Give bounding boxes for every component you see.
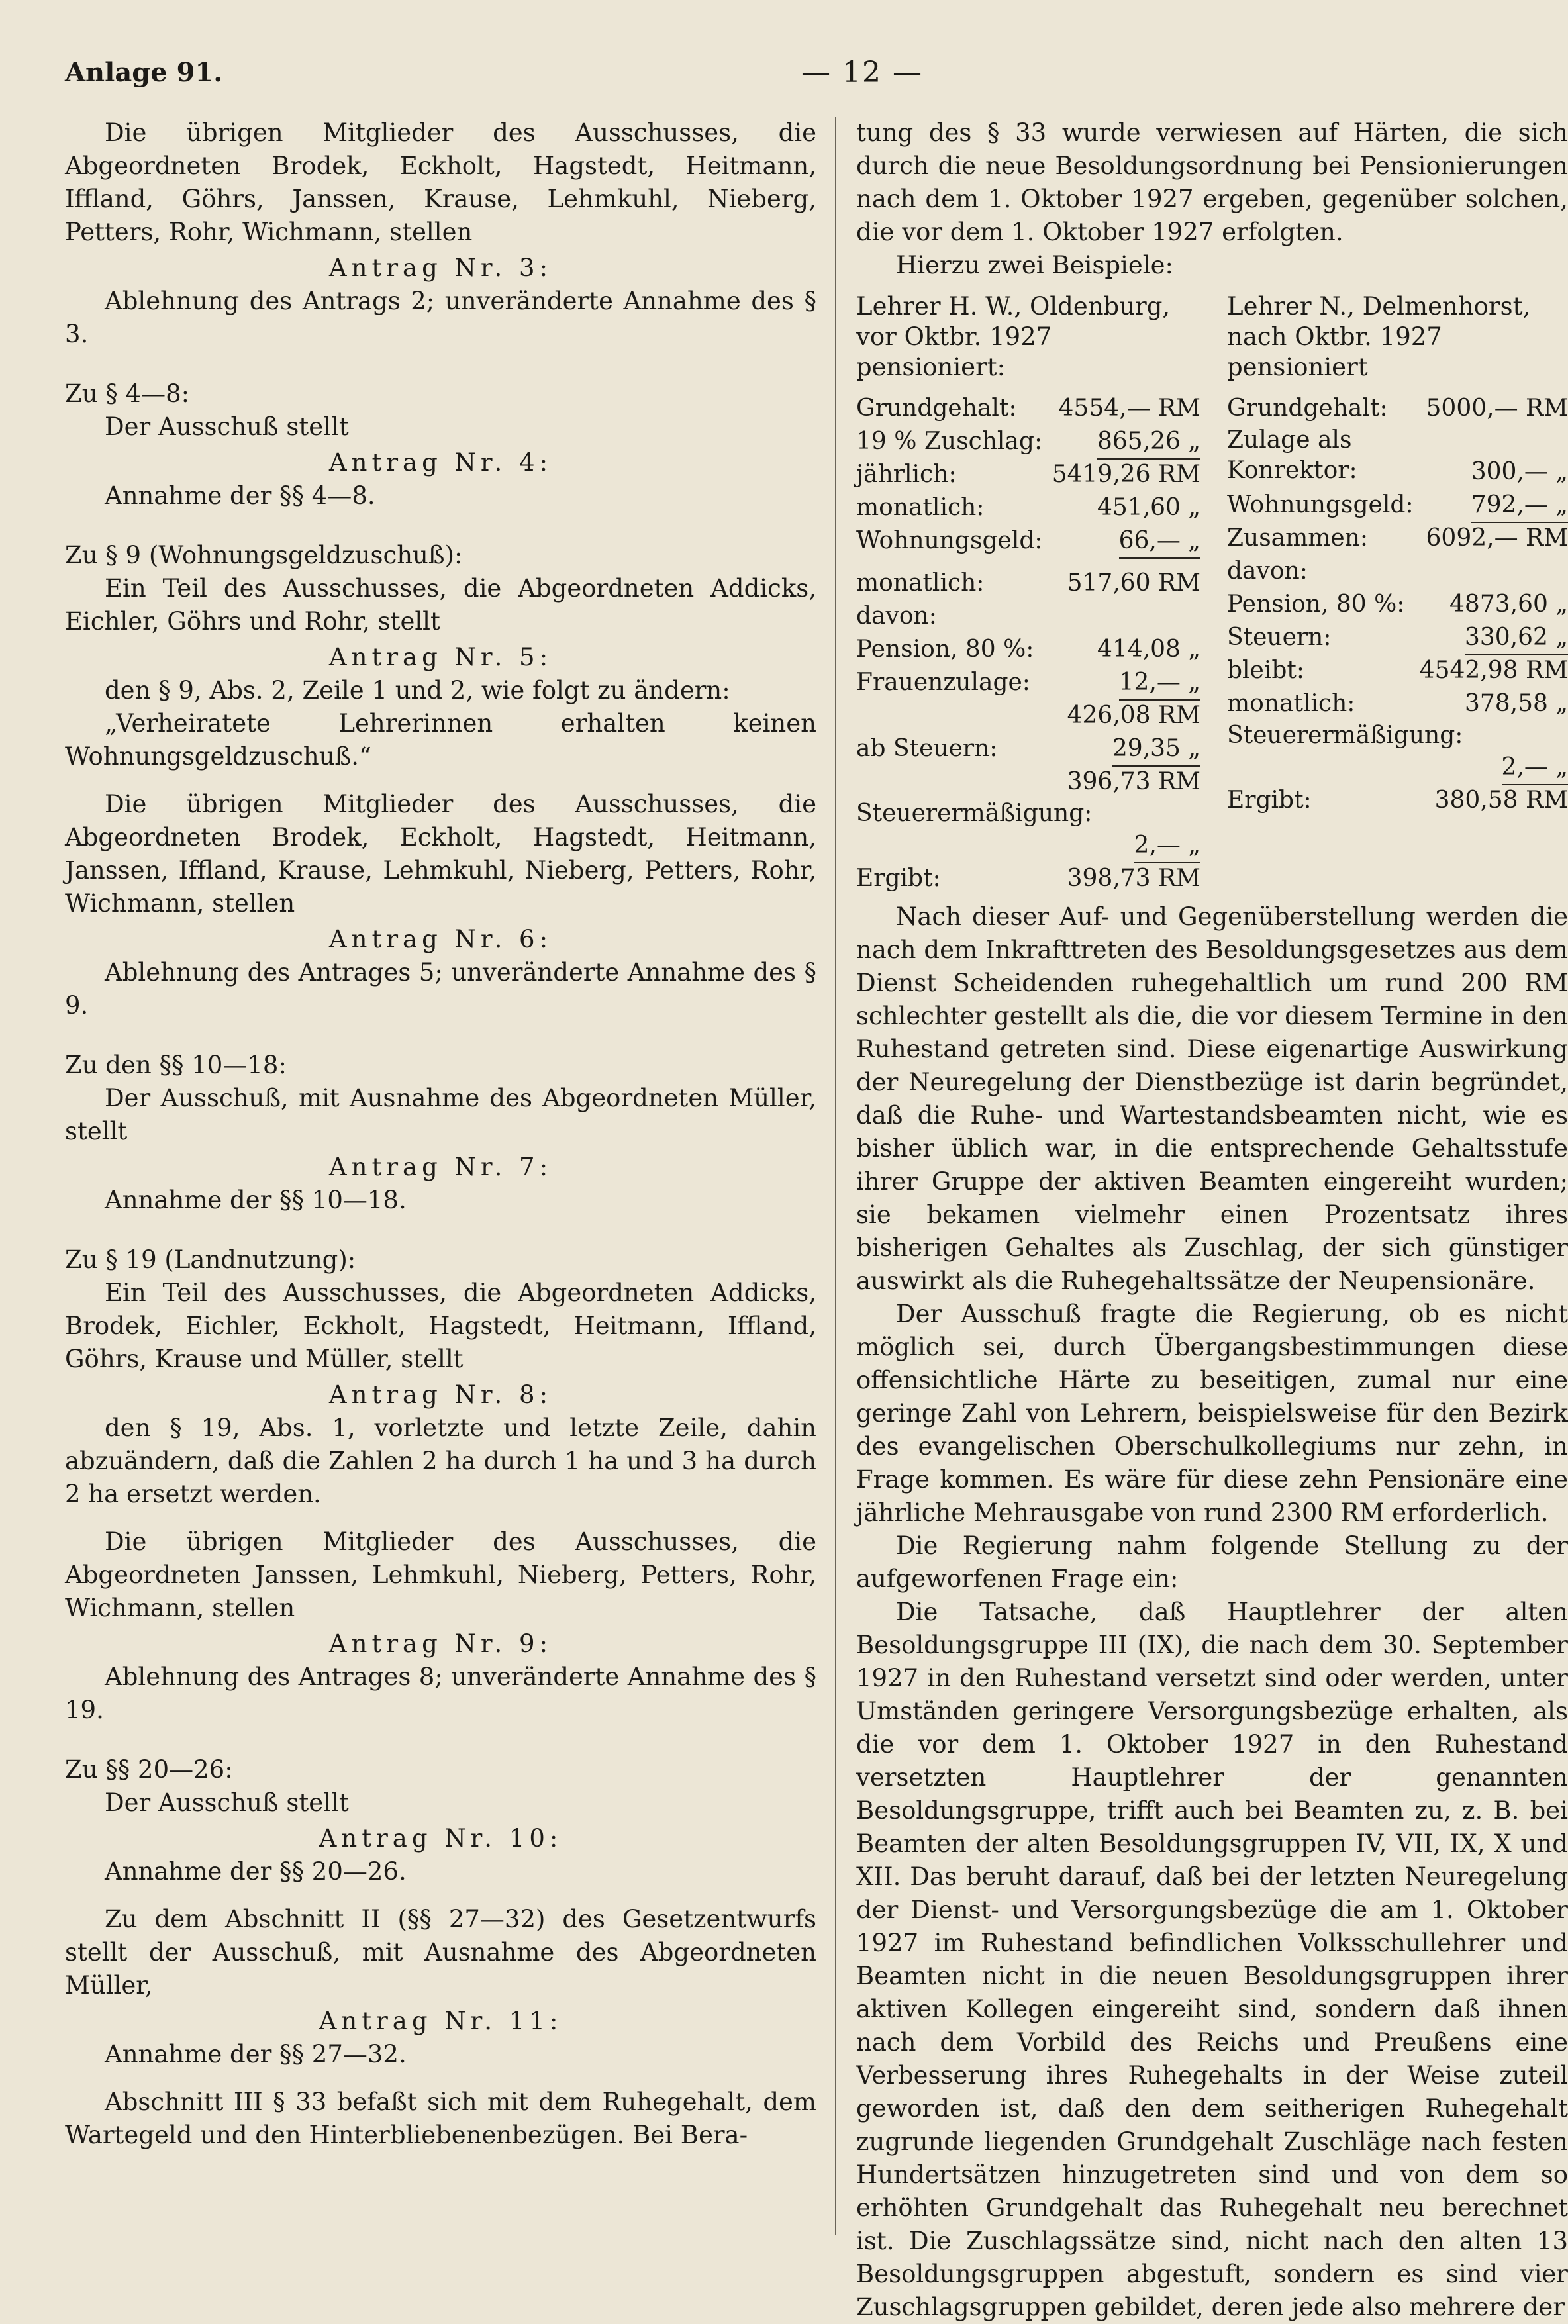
row-label: Zulage als Konrektor: xyxy=(1227,426,1357,484)
row-amount: 66,— „ xyxy=(1119,524,1200,559)
row-label: Steuerermäßigung: xyxy=(1227,722,1463,749)
paragraph-gap xyxy=(65,773,816,788)
paragraph: Annahme der §§ 20—26. xyxy=(105,1857,407,1886)
paragraph: Abschnitt III § 33 befaßt sich mit dem Ruhegehalt, dem Wartegeld und den Hinterbliebenenbezügen. Bei Bera- xyxy=(65,2088,816,2149)
page-number: — 12 — xyxy=(801,56,923,89)
calculation-row xyxy=(856,524,1200,557)
example-heading: Lehrer H. W., Oldenburg, xyxy=(856,292,1171,320)
motion-heading: Antrag Nr. 9: xyxy=(328,1629,553,1658)
paragraph-gap xyxy=(65,1888,816,1903)
calculation-row xyxy=(856,765,1200,799)
row-amount: 792,— „ xyxy=(1471,489,1568,523)
example-subheading: nach Oktbr. 1927 pensioniert xyxy=(1227,322,1442,381)
row-label: bleibt: xyxy=(1227,657,1305,684)
motion-heading: Antrag Nr. 6: xyxy=(328,925,553,953)
calculation-row xyxy=(856,633,1200,666)
paragraph: Annahme der §§ 27—32. xyxy=(105,2040,407,2068)
right-column xyxy=(856,117,1568,2324)
calculation-row xyxy=(856,600,1200,633)
row-label: Wohnungsgeld: xyxy=(856,527,1043,554)
paragraph-gap xyxy=(65,1511,816,1525)
calculation-row xyxy=(856,862,1200,895)
row-label: Zusammen: xyxy=(1227,524,1369,552)
row-amount: 451,60 „ xyxy=(1097,494,1200,521)
row-amount: 300,— „ xyxy=(1471,458,1568,485)
calculation-row xyxy=(856,799,1200,862)
paragraph-gap xyxy=(65,2071,816,2086)
example-heading: Lehrer N., Delmenhorst, xyxy=(1227,292,1531,320)
row-label: Grundgehalt: xyxy=(856,395,1017,422)
paragraph: Der Ausschuß, mit Ausnahme des Abgeordneten Müller, stellt xyxy=(65,1084,816,1145)
column-divider xyxy=(835,117,836,2235)
page-header xyxy=(53,53,1513,117)
row-amount: 6092,— RM xyxy=(1426,524,1568,552)
right-body xyxy=(856,900,1568,2324)
calculation-row xyxy=(1227,720,1568,784)
row-amount: 5419,26 RM xyxy=(1052,461,1200,488)
row-amount: 865,26 „ xyxy=(1097,425,1200,460)
section-heading: Zu den §§ 10—18: xyxy=(65,1051,287,1079)
paragraph: den § 9, Abs. 2, Zeile 1 und 2, wie folgt zu ändern: xyxy=(105,676,730,704)
motion-heading: Antrag Nr. 8: xyxy=(328,1380,553,1409)
paragraph: den § 19, Abs. 1, vorletzte und letzte Zeile, dahin abzuändern, daß die Zahlen 2 ha durch 1 ha und 3 ha durch 2 ha ersetzt werden. xyxy=(65,1414,816,1508)
calculation-row xyxy=(856,491,1200,524)
calculation-row xyxy=(856,458,1200,491)
row-label: jährlich: xyxy=(856,461,957,488)
row-label: monatlich: xyxy=(856,569,985,597)
row-label: Steuerermäßigung: xyxy=(856,800,1093,827)
row-label: Grundgehalt: xyxy=(1227,395,1388,422)
row-label: davon: xyxy=(856,603,937,630)
paragraph: Nach dieser Auf- und Gegenüberstellung werden die nach dem Inkrafttreten des Besoldungsgesetzes aus dem Dienst Scheidenden ruhegehaltlich um rund 200 RM schlechter gestellt als die, die vor diesem Termine in den Ruhestand getreten sind. Diese eigenartige Auswirkung der Neuregelung der Dienstbezüge ist darin begründet, daß die Ruhe- und Wartestandsbeamten nicht, wie es bisher üblich war, in die entsprechende Gehaltsstufe ihrer Gruppe der aktiven Beamten eingereiht wurden; sie bekamen vielmehr einen Prozentsatz ihres bisherigen Gehaltes als Zuschlag, der sich günstiger auswirkt als die Ruhegehaltssätze der Neupensionäre. xyxy=(856,902,1568,1295)
row-amount: 29,35 „ xyxy=(1112,732,1200,767)
paragraph: Annahme der §§ 4—8. xyxy=(105,481,375,510)
pension-examples xyxy=(856,291,1568,900)
paragraph: Zu dem Abschnitt II (§§ 27—32) des Gesetzentwurfs stellt der Ausschuß, mit Ausnahme des Abgeordneten Müller, xyxy=(65,1905,816,2000)
calculation-row xyxy=(1227,588,1568,621)
calculation-row xyxy=(856,392,1200,425)
row-amount: 396,73 RM xyxy=(1067,768,1200,795)
calculation-row xyxy=(1227,392,1568,425)
paragraph: Hierzu zwei Beispiele: xyxy=(896,251,1173,279)
paragraph: Ablehnung des Antrags 2; unveränderte Annahme des § 3. xyxy=(65,287,816,348)
section-heading: Zu §§ 20—26: xyxy=(65,1755,233,1784)
row-amount: 414,08 „ xyxy=(1097,636,1200,663)
row-amount: 378,58 „ xyxy=(1464,690,1568,717)
calculation-row xyxy=(856,699,1200,732)
row-label: Wohnungsgeld: xyxy=(1227,491,1414,518)
row-label: monatlich: xyxy=(1227,690,1355,717)
calculation-row xyxy=(856,567,1200,600)
motion-heading: Antrag Nr. 11: xyxy=(318,2007,563,2035)
section-heading: Zu § 19 (Landnutzung): xyxy=(65,1245,356,1274)
row-label: 19 % Zuschlag: xyxy=(856,428,1043,455)
section-heading: Zu § 4—8: xyxy=(65,379,190,408)
row-label: Frauenzulage: xyxy=(856,669,1030,696)
calculation-row xyxy=(856,666,1200,699)
motion-heading: Antrag Nr. 5: xyxy=(328,643,553,671)
row-label: Steuern: xyxy=(1227,624,1332,651)
paragraph: Ein Teil des Ausschusses, die Abgeordneten Addicks, Eichler, Göhrs und Rohr, stellt xyxy=(65,574,816,636)
calculation-row xyxy=(1227,555,1568,588)
calculation-row xyxy=(1227,784,1568,817)
paragraph: Der Ausschuß stellt xyxy=(105,1788,349,1817)
paragraph: Ablehnung des Antrages 5; unveränderte Annahme des § 9. xyxy=(65,958,816,1020)
row-amount: 2,— „ xyxy=(1134,829,1200,863)
paragraph: Der Ausschuß stellt xyxy=(105,412,349,441)
motion-heading: Antrag Nr. 7: xyxy=(328,1153,553,1181)
row-amount: 2,— „ xyxy=(1502,751,1568,785)
calculation-row xyxy=(1227,654,1568,687)
row-label: Pension, 80 %: xyxy=(1227,591,1405,618)
paragraph: Die Regierung nahm folgende Stellung zu der aufgeworfenen Frage ein: xyxy=(856,1531,1568,1593)
calculation-row xyxy=(856,425,1200,458)
calculation-row xyxy=(856,732,1200,765)
row-amount: 398,73 RM xyxy=(1067,865,1200,892)
row-label: Ergibt: xyxy=(856,865,941,892)
calculation-row xyxy=(1227,425,1568,489)
calculation-row xyxy=(1227,621,1568,654)
calculation-row xyxy=(1227,687,1568,720)
motion-heading: Antrag Nr. 10: xyxy=(318,1824,563,1853)
calculation-row xyxy=(1227,489,1568,522)
paragraph: Ablehnung des Antrages 8; unveränderte Annahme des § 19. xyxy=(65,1663,816,1724)
example-teacher-n xyxy=(1227,291,1568,817)
row-amount: 12,— „ xyxy=(1119,666,1200,701)
row-amount: 517,60 RM xyxy=(1067,569,1200,597)
section-heading: Zu § 9 (Wohnungsgeldzuschuß): xyxy=(65,541,463,569)
paragraph: tung des § 33 wurde verwiesen auf Härten, die sich durch die neue Besoldungsordnung bei Pensionierungen nach dem 1. Oktober 1927 ergeben, gegenüber solchen, die vor dem 1. Oktober 1927 erfolgten. xyxy=(856,119,1568,246)
motion-heading: Antrag Nr. 3: xyxy=(328,254,553,282)
motion-heading: Antrag Nr. 4: xyxy=(328,448,553,477)
row-label: Pension, 80 %: xyxy=(856,636,1034,663)
paragraph: Annahme der §§ 10—18. xyxy=(105,1186,407,1214)
left-column xyxy=(65,117,816,2152)
row-label: Ergibt: xyxy=(1227,787,1312,814)
row-amount: 4542,98 RM xyxy=(1419,657,1568,684)
row-amount: 426,08 RM xyxy=(1067,702,1200,729)
quoted-amendment: „Verheiratete Lehrerinnen erhalten keinen Wohnungsgeldzuschuß.“ xyxy=(65,709,816,771)
paragraph: Ein Teil des Ausschusses, die Abgeordneten Addicks, Brodek, Eichler, Eckholt, Hagstedt, Heitmann, Iffland, Göhrs, Krause und Müller, stellt xyxy=(65,1279,816,1373)
row-amount: 380,58 RM xyxy=(1434,787,1568,814)
paragraph: Der Ausschuß fragte die Regierung, ob es nicht möglich sei, durch Übergangsbestimmungen diese offensichtliche Härte zu beseitigen, zumal nur eine geringe Zahl von Lehrern, beispielsweise für den Bezirk des evangelischen Oberschulkollegiums nur zehn, in Frage kommen. Es wäre für diese zehn Pensionäre eine jährliche Mehrausgabe von rund 2300 RM erforderlich. xyxy=(856,1300,1568,1527)
row-label: davon: xyxy=(1227,557,1308,585)
paragraph: Die übrigen Mitglieder des Ausschusses, die Abgeordneten Brodek, Eckholt, Hagstedt, Heitmann, Iffland, Göhrs, Janssen, Krause, Lehmkuhl, Nieberg, Petters, Rohr, Wichmann, stellen xyxy=(65,119,816,246)
paragraph: Die übrigen Mitglieder des Ausschusses, die Abgeordneten Janssen, Lehmkuhl, Nieberg, Petters, Rohr, Wichmann, stellen xyxy=(65,1527,816,1622)
row-amount: 4554,— RM xyxy=(1058,395,1200,422)
annex-label: Anlage 91. xyxy=(65,57,223,88)
paragraph: Die übrigen Mitglieder des Ausschusses, die Abgeordneten Brodek, Eckholt, Hagstedt, Heitmann, Janssen, Iffland, Krause, Lehmkuhl, Nieberg, Petters, Rohr, Wichmann, stellen xyxy=(65,790,816,918)
paragraph: Die Tatsache, daß Hauptlehrer der alten Besoldungsgruppe III (IX), die nach dem 30. September 1927 in den Ruhestand versetzt sind oder werden, unter Umständen geringere Versorgungsbezüge erhalten, als die vor dem 1. Oktober 1927 in den Ruhestand versetzten Hauptlehrer der genannten Besoldungsgruppe, trifft auch bei Beamten zu, z. B. bei Beamten der alten Besoldungsgruppen IV, VII, IX, X und XII. Das beruht darauf, daß bei der letzten Neuregelung der Dienst- und Versorgungsbezüge die am 1. Oktober 1927 im Ruhestand befindlichen Volksschullehrer und Beamten nicht in die neuen Besoldungsgruppen ihrer aktiven Kollegen eingereiht sind, sondern daß ihnen nach dem Vorbild des Reichs und Preußens eine Verbesserung ihres Ruhegehalts in der Weise zuteil geworden ist, daß den dem seitherigen Ruhegehalt zugrunde liegenden Grundgehalt Zuschläge nach festen Hundertsätzen hinzugetreten sind und von dem so erhöhten Grundgehalt das Ruhegehalt neu berechnet ist. Die Zuschlagssätze sind, nicht nach den alten 13 Besoldungsgruppen abgestuft, sondern es sind vier Zuschlagsgruppen gebildet, deren jede also mehrere der xyxy=(856,1598,1568,2321)
calculation-row xyxy=(1227,522,1568,555)
row-amount: 330,62 „ xyxy=(1465,621,1568,655)
example-subheading: vor Oktbr. 1927 pensioniert: xyxy=(856,322,1052,381)
row-label: monatlich: xyxy=(856,494,985,521)
right-intro xyxy=(856,117,1568,282)
row-label: ab Steuern: xyxy=(856,735,998,762)
row-amount: 4873,60 „ xyxy=(1449,591,1568,618)
example-teacher-hw xyxy=(856,291,1200,895)
row-amount: 5000,— RM xyxy=(1426,395,1568,422)
